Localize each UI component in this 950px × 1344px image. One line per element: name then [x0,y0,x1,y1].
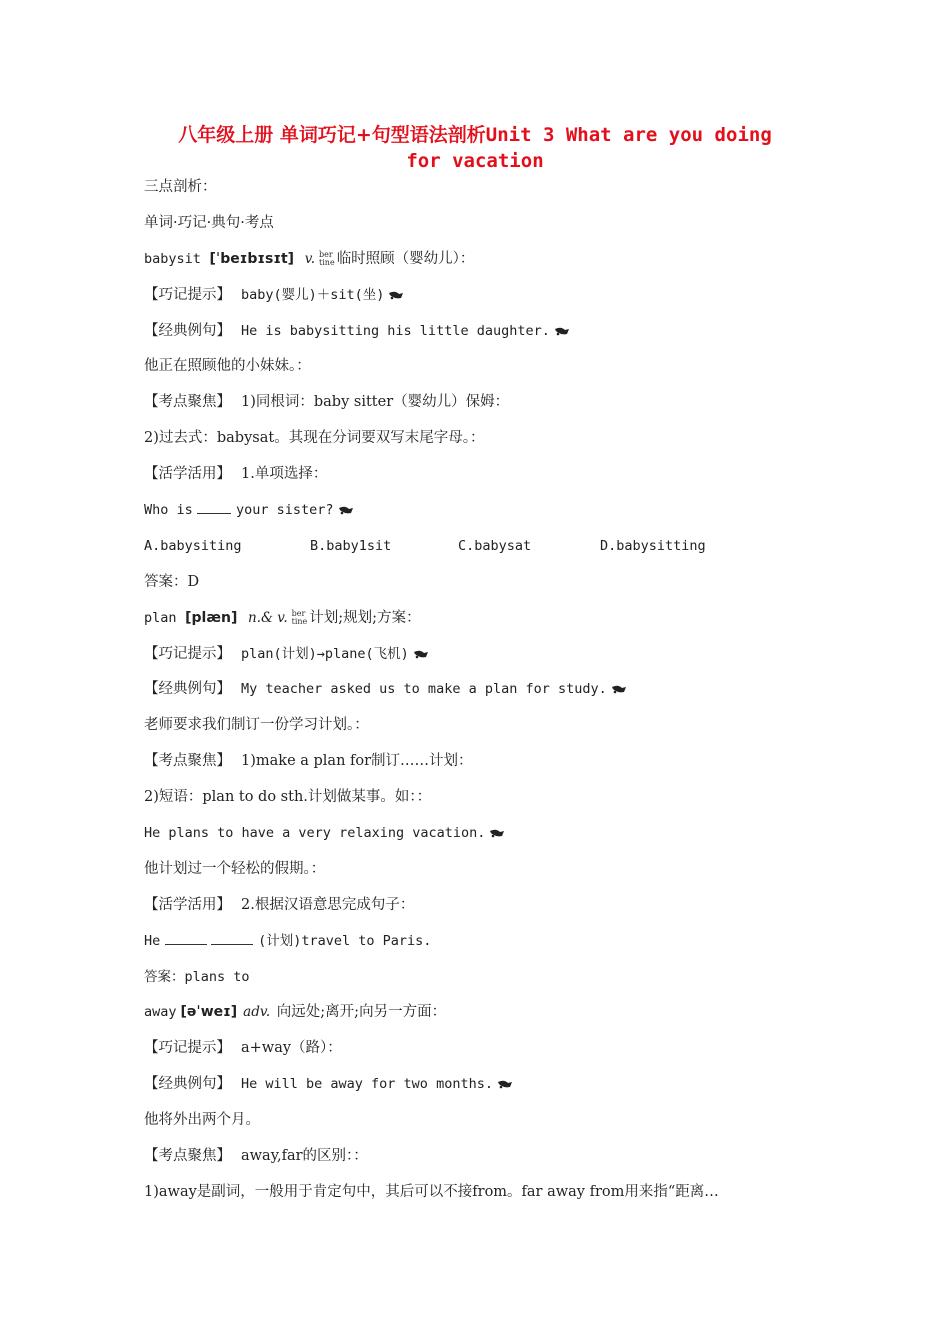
focus-line-2 [144,423,824,459]
memo-text: a+way（路）： [241,1040,342,1057]
example-tag: 【经典例句】 [144,322,231,339]
word-entry-babysit [144,244,824,280]
title-line-1 [120,122,830,148]
focus-text-2: 1)away是副词，一般用于肯定句中，其后可以不接from。far away from用来指“距离… [144,1183,719,1200]
focus-line-2 [144,782,824,818]
example-translation [144,1105,824,1141]
focus-line [144,387,824,423]
memo-line [144,639,824,675]
return-arrow-icon [496,1079,514,1089]
answer-line [144,567,824,603]
part-of-speech: n.& v. [248,609,288,626]
option-b: B.baby1sit [310,537,392,554]
practice-text: 2.根据汉语意思完成句子： [241,896,415,913]
practice-line [144,459,824,495]
practice-tag: 【活学活用】 [144,896,231,913]
option-a: A.babysiting [144,537,242,554]
question-before: Who is [144,502,193,519]
example-en: He will be away for two months. [241,1076,493,1093]
example-cn: 老师要求我们制订一份学习计划。： [144,717,369,734]
word-entry-plan [144,603,824,639]
focus-example-cn: 他计划过一个轻松的假期。： [144,860,326,877]
answer-line [144,962,824,998]
focus-text-2: 2)短语：plan to do sth.计划做某事。如：： [144,789,432,806]
meaning: 向远处;离开;向另一方面： [276,1004,447,1021]
headword: plan [144,609,177,626]
example-line [144,1069,824,1105]
question-line [144,926,824,962]
example-en: He is babysitting his little daughter. [241,322,550,339]
focus-line [144,746,824,782]
question-line [144,495,824,531]
meaning: 计划;规划;方案： [309,609,421,626]
word-entry-away [144,997,824,1033]
document-body [144,172,824,1213]
superscript-mark-icon: ber tine [319,249,335,267]
question-after: (计划)travel to Paris. [258,932,432,949]
focus-example-translation [144,854,824,890]
memo-text: plan(计划)→plane(飞机) [241,645,409,662]
example-translation [144,351,824,387]
example-cn: 他将外出两个月。 [144,1112,260,1129]
answer-blank-1 [165,932,207,945]
return-arrow-icon [553,326,571,336]
example-line [144,316,824,352]
return-arrow-icon [337,505,355,515]
option-c: C.babysat [458,537,532,554]
page-title [120,122,830,174]
answer-blank-2 [211,932,253,945]
options-line [144,531,824,567]
title-line-2: for vacation [406,150,544,172]
title-cn: 八年级上册 单词巧记+句型语法剖析 [178,124,486,146]
example-cn: 他正在照顾他的小妹妹。： [144,358,311,375]
focus-example-line [144,818,824,854]
example-translation [144,710,824,746]
memo-tag: 【巧记提示】 [144,1040,231,1057]
intro-subheading-text: 单词·巧记·典句·考点 [144,214,274,231]
part-of-speech: adv. [243,1004,271,1021]
memo-tag: 【巧记提示】 [144,645,231,662]
answer-text: 答案：plans to [144,968,250,985]
title-en: Unit 3 What are you doing [485,124,772,146]
memo-line [144,1033,824,1069]
memo-line [144,280,824,316]
focus-tag: 【考点聚焦】 [144,394,231,411]
superscript-mark-icon: ber tine [291,608,308,626]
return-arrow-icon [610,684,628,694]
intro-heading-text: 三点剖析： [144,179,217,195]
focus-line-2 [144,1177,824,1213]
memo-tag: 【巧记提示】 [144,286,231,303]
phonetic: [ˈbeɪbɪsɪt] [209,250,295,267]
headword: away [144,1004,177,1021]
return-arrow-icon [488,828,506,838]
question-after: your sister? [236,502,334,519]
phonetic: [plæn] [185,609,238,626]
focus-tag: 【考点聚焦】 [144,1148,231,1165]
phonetic: [əˈweɪ] [180,1004,238,1021]
focus-text: away,far的区别：： [241,1148,368,1165]
focus-text: 1)同根词：baby sitter（婴幼儿）保姆： [241,394,510,411]
intro-subheading [144,208,824,244]
memo-text: baby(婴儿)＋sit(坐) [241,286,385,303]
example-line [144,674,824,710]
meaning: 临时照顾（婴幼儿）： [336,250,475,267]
example-en: My teacher asked us to make a plan for study. [241,681,607,698]
intro-heading [144,172,824,208]
practice-tag: 【活学活用】 [144,466,231,483]
focus-line [144,1141,824,1177]
focus-example-en: He plans to have a very relaxing vacation. [144,825,486,842]
practice-line [144,890,824,926]
practice-text: 1.单项选择： [241,466,328,483]
headword: babysit [144,250,201,267]
example-tag: 【经典例句】 [144,681,231,698]
return-arrow-icon [412,649,430,659]
answer-text: 答案：D [144,573,200,590]
answer-blank [197,501,231,514]
example-tag: 【经典例句】 [144,1076,231,1093]
focus-tag: 【考点聚焦】 [144,753,231,770]
option-d: D.babysitting [600,537,706,554]
focus-text-2: 2)过去式：babysat。其现在分词要双写末尾字母。： [144,430,485,447]
focus-text: 1)make a plan for制订……计划： [241,753,473,770]
return-arrow-icon [387,290,405,300]
part-of-speech: v. [304,250,316,267]
question-before: He [144,932,161,949]
